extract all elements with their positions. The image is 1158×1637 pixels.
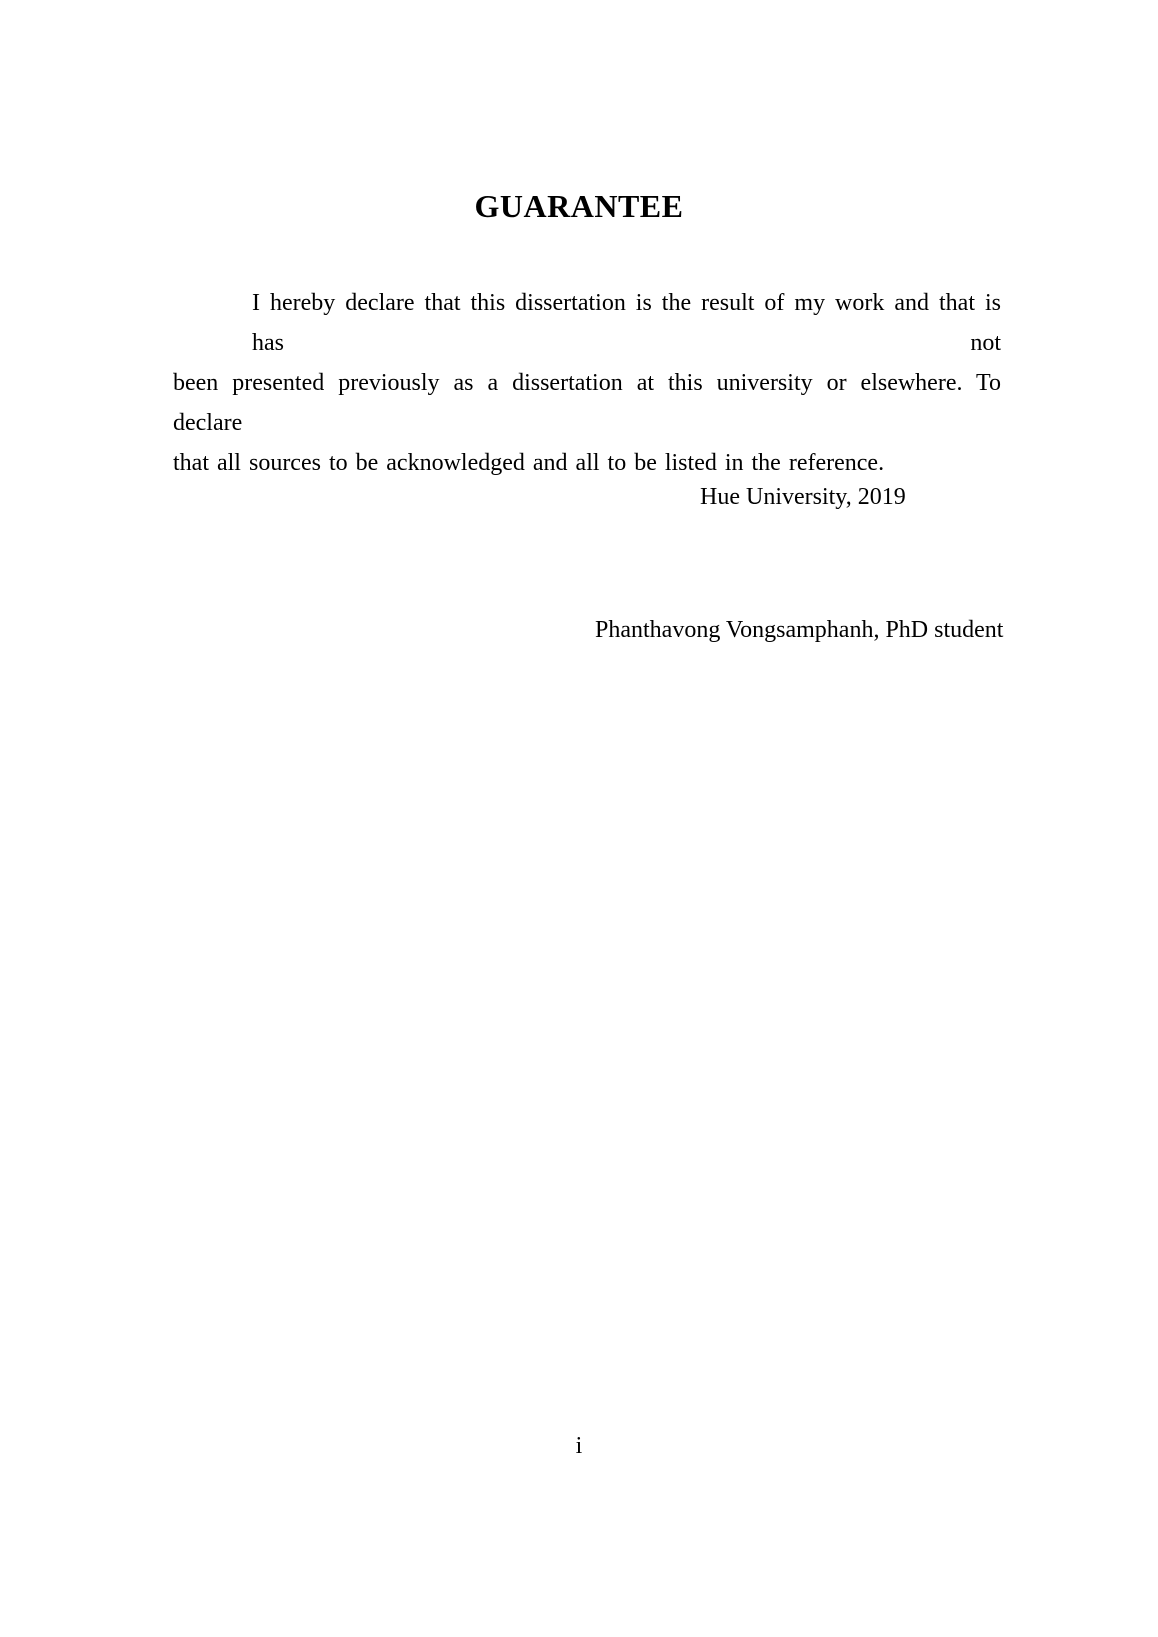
declaration-line-3: that all sources to be acknowledged and all to be listed in the reference. [173,450,885,476]
declaration-line-2: been presented previously as a dissertation at this university or elsewhere. To declare [173,370,1001,436]
affiliation-line: Hue University, 2019 [700,484,906,510]
declaration-line-1: I hereby declare that this dissertation is the result of my work and that is has not [252,290,1001,356]
signature-line: Phanthavong Vongsamphanh, PhD student [595,617,1004,643]
page-title: GUARANTEE [474,188,684,224]
declaration-paragraph [173,283,1001,483]
page-number: i [575,1433,583,1459]
